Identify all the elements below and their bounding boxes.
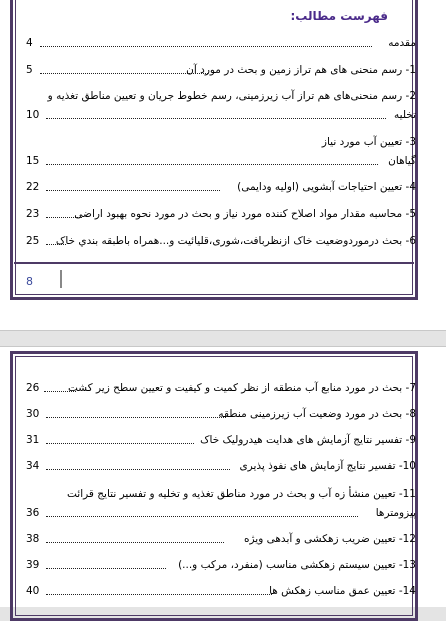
page-border bbox=[10, 0, 418, 300]
toc-entry-line1: 2- رسم منحنی‌های هم تراز آب زیرزمینی، رسم خطوط جریان و تعیین مناطق تغذیه و bbox=[47, 90, 416, 102]
page-number: 15 bbox=[26, 155, 40, 167]
page-number: 34 bbox=[26, 460, 40, 472]
toc-entry-line1: 3- تعیین آب مورد نیاز bbox=[321, 136, 416, 148]
page-number: 25 bbox=[26, 235, 40, 247]
entry-text: 4- تعیین احتیاجات آبشویی (اولیه ودایمی) bbox=[237, 181, 416, 193]
page-number: 40 bbox=[26, 585, 40, 597]
toc-title: فهرست مطالب: bbox=[290, 9, 388, 23]
footer-page-number: 8 bbox=[26, 275, 33, 288]
toc-entry-line1: 11- تعیین منشأ زه آب و بحث در مورد مناطق تغذیه و تخلیه و تفسیر نتایج قرائت bbox=[66, 488, 416, 500]
entry-text: 7- بحث در مورد منابع آب منطقه از نظر کمیت و کیفیت و تعیین سطح زیر کشت bbox=[67, 382, 416, 394]
entry-text: 13- تعیین سیستم زهکشی مناسب (منفرد، مرکب و...) bbox=[178, 559, 416, 571]
entry-text: تخلیه bbox=[394, 109, 416, 121]
page-number: 36 bbox=[26, 507, 40, 519]
page-number: 5 bbox=[26, 64, 33, 76]
document-page-2 bbox=[0, 346, 446, 607]
page-number: 23 bbox=[26, 208, 40, 220]
footer-rule bbox=[14, 262, 414, 264]
page-number: 4 bbox=[26, 37, 33, 49]
page-number: 38 bbox=[26, 533, 40, 545]
page-number: 31 bbox=[26, 434, 40, 446]
entry-text: 1- رسم منحنی های هم تراز زمین و بحث در مورد آن bbox=[186, 64, 416, 76]
entry-text: 14- تعیین عمق مناسب زهکش ها bbox=[269, 585, 416, 597]
page-number: 10 bbox=[26, 109, 40, 121]
entry-text: 9- تفسیر نتایج آزمایش های هدایت هیدرولیک خاک bbox=[200, 434, 416, 446]
entry-text: 5- محاسبه مقدار مواد اصلاح کننده مورد نیاز و بحث در مورد نحوه بهبود اراضی bbox=[74, 208, 416, 220]
entry-text: 12- تعیین ضریب زهکشی و آبدهی ویژه bbox=[244, 533, 416, 545]
entry-text: 6- بحث درموردوضعیت خاک ازنظربافت،شوری،قلیائیت و...همراه باطبقه بندي خاک bbox=[55, 235, 416, 247]
page-number: 26 bbox=[26, 382, 40, 394]
entry-text: پیزومترها bbox=[375, 507, 416, 519]
footer-separator bbox=[60, 270, 62, 288]
entry-text: 10- تفسیر نتایج آزمایش های نفوذ پذیری bbox=[239, 460, 416, 472]
page-number: 30 bbox=[26, 408, 40, 420]
page-number: 39 bbox=[26, 559, 40, 571]
entry-text: مقدمه bbox=[388, 37, 416, 49]
entry-text: گیاهان bbox=[388, 155, 416, 167]
entry-text: 8- بحث در مورد وضعیت آب زیرزمینی منطقه bbox=[218, 408, 416, 420]
page-number: 22 bbox=[26, 181, 40, 193]
